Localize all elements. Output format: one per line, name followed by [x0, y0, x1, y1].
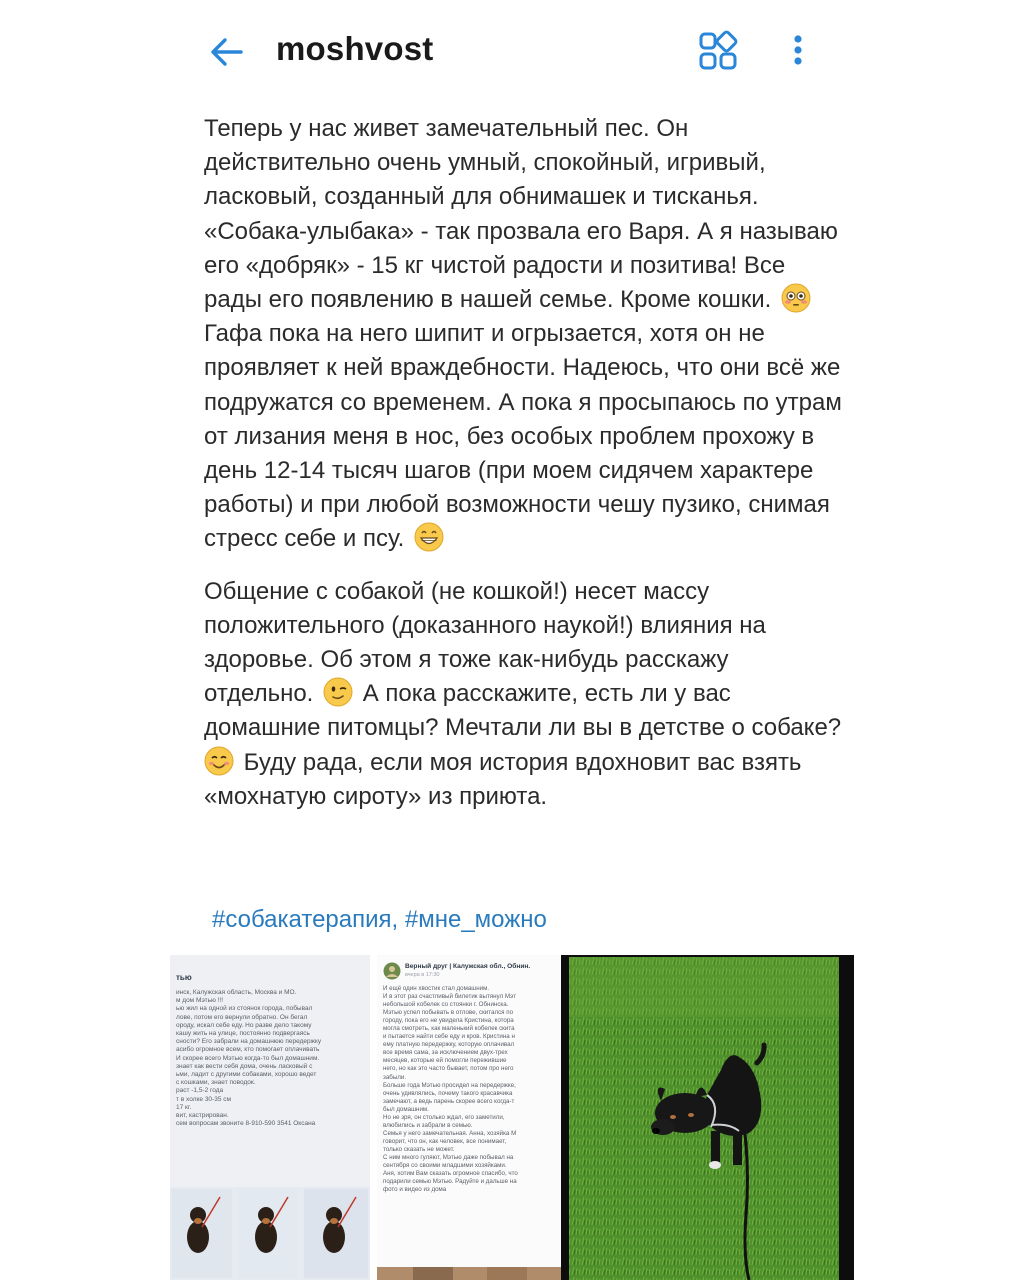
hashtag-link[interactable]: #собакатерапия — [212, 906, 392, 933]
image-text: инск, Калужская область, Москва и МО. м дом Мэтью !!! ью жил на одной из стоянок города, побывал лове, потом его вернули обратно. Он бегал ороду, искал себе еду. Но разве дело такому кашу жить на улице, постоянно подвергаясь сности? Его забрали на домашнюю передержку асибо огромное всем, кто помогает оплачивать И скорее всего Мэтью когда-то был домашним. знает как вести себя дома, очень ласковый с ьми, ладит с другими собаками, хорошо ведет с кошками, знает поводок. раст -1,5-2 года т в холке 30-35 см 17 кг. вит, кастрирован. сем вопросам звоните 8-910-590 3541 Оксана — [176, 989, 322, 1128]
post-text: А пока расскажите, есть ли у вас домашние питомцы? Мечтали ли вы в детстве о собаке? — [204, 680, 842, 742]
page-title: moshvost — [276, 30, 434, 67]
smiling-face-icon — [204, 746, 234, 776]
more-options-button[interactable] — [780, 30, 816, 74]
dog-on-grass-photo — [561, 955, 854, 1280]
post-body — [204, 112, 844, 814]
app-header — [0, 0, 1024, 100]
flushed-face-icon — [781, 283, 811, 313]
image-text: Верный друг | Калужская обл., Обнин. — [405, 963, 531, 970]
post-image-1[interactable] — [170, 955, 370, 1280]
winking-face-icon — [323, 677, 353, 707]
image-text: И ещё один хвостик стал домашним. И в этот раз счастливый билетик вытянул Мэт небольшой кобелек со стоянки г. Обнинска. Мэтью успел побывать в отлове, скитался по городу, пока его не увидела Кристина, котора могла смотреть, как маленький кобелек скита и пытается найти себе еду и кров. Кристина н ему платную передержку, которую оплачивал все время сама, за исключением двух-трех месяцев, которые ей помогли пережившие него, но как это часто бывает, потом про него забыли. Больше года Мэтью просидел на передержке, очень удивлялись, почему такого красавчика замечают, а ведь парень скорее всего когда-т был домашним. Но не зря, он столько ждал, его заметили, влюбились и забрали в семью. Семья у него замечательная. Анна, хозяйка М говорит, что он, как человек, все понимает, только сказать не может. С ним много гуляют, Мэтью даже побывал на сентября со своими младшими хозяйками. Аня, хотим Вам сказать огромное спасибо, что подарили семью Мэтью. Радуйте и дальше на фото и видео из дома — [383, 985, 518, 1194]
post-images — [170, 955, 854, 1280]
hashtags — [212, 906, 547, 934]
dog-photos-thumbnail — [170, 1187, 370, 1280]
grid-view-button[interactable] — [697, 30, 741, 74]
image-text: вчера в 17:30 — [405, 972, 440, 978]
grinning-face-icon — [414, 522, 444, 552]
more-vertical-icon — [780, 30, 816, 74]
back-button[interactable] — [205, 30, 249, 74]
post-image-2[interactable] — [377, 955, 561, 1280]
post-paragraph-2 — [204, 575, 844, 814]
hashtag-link[interactable]: #мне_можно — [404, 906, 547, 933]
post-image-3[interactable] — [561, 955, 854, 1280]
grid-view-icon — [697, 30, 741, 74]
post-text: Гафа пока на него шипит и огрызается, хотя он не проявляет к ней враждебности. Надеюсь, что они всё же подружатся со временем. А пока я просыпаюсь по утрам от лизания меня в нос, без особых проблем прохожу в день 12-14 тысяч шагов (при моем сидячем характере работы) и при любой возможности чешу пузико, снимая стресс себе и псу. — [204, 320, 842, 553]
arrow-left-icon — [205, 30, 249, 74]
hashtag-separator: , — [391, 906, 399, 933]
image-text: тью — [176, 973, 192, 982]
post-paragraph-1 — [204, 112, 844, 557]
group-avatar-icon — [383, 962, 401, 980]
post-text: Общение с собакой (не кошкой!) несет массу положительного (доказанного наукой!) влияния на здоровье. Об этом я тоже как-нибудь расскажу отдельно. — [204, 577, 766, 708]
thumbnail-strip — [377, 1267, 561, 1280]
post-text: Теперь у нас живет замечательный пес. Он действительно очень умный, спокойный, игривый, ласковый, созданный для обнимашек и тисканья. «Собака-улыбака» - так прозвала его Варя. А я называю его «добряк» - 15 кг чистой радости и позитива! Все рады его появлению в нашей семье. Кроме кошки. — [204, 115, 838, 314]
post-text: Буду рада, если моя история вдохновит вас взять «мохнатую сироту» из приюта. — [204, 748, 802, 810]
